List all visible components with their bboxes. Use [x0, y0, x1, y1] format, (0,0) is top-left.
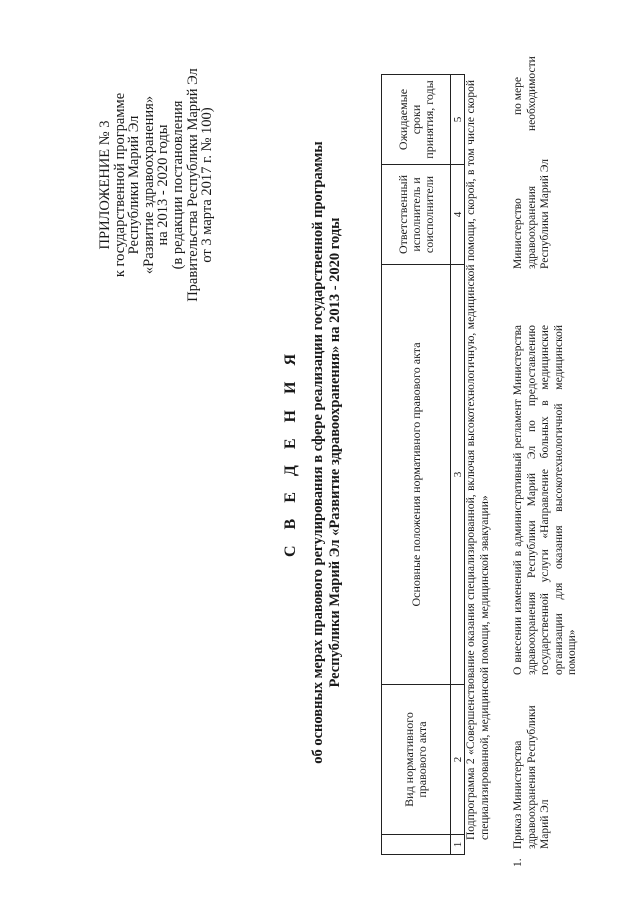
appendix-line: на 2013 - 2020 годы [155, 124, 172, 246]
header-cell-number [382, 835, 451, 855]
column-number: 2 [451, 685, 465, 835]
appendix-line: «Развитие здравоохранения» [140, 95, 157, 275]
appendix-line: Правительства Республики Марий Эл [184, 68, 201, 302]
table-header-row [382, 75, 451, 855]
row-number: 1. [512, 858, 524, 867]
appendix-line: (в редакции постановления [169, 100, 186, 270]
header-cell-provisions: Основные положения нормативного правового акта [382, 265, 451, 685]
column-number: 3 [451, 265, 465, 685]
row-provisions: О внесении изменений в административный регламент Министерства здравоохранения Республики Марий Эл по предоставлению государственной услуги «Направление больных в медицинские организации для оказания высокотехнологичной медицинской помощи» [512, 325, 578, 675]
title-line-2: Республики Марий Эл «Развитие здравоохранения» на 2013 - 2020 годы [326, 217, 343, 688]
header-cell-executor: Ответственный исполнитель и соисполнители [382, 165, 451, 265]
table-row [512, 56, 612, 867]
row-deadline: по мере необходимости [512, 56, 538, 131]
appendix-header [98, 35, 215, 335]
header-cell-deadline: Ожидаемые сроки принятия, годы [382, 75, 451, 165]
subprogram-title: Подпрограмма 2 «Совершенствование оказания специализированной, включая высокотехнологичную, медицинской помощи, скорой, в том числе скорой специализированной, медицинской помощи, медицинской эвакуации» [465, 80, 491, 840]
row-act-type: Приказ Министерства здравоохранения Республики Марий Эл [512, 705, 551, 849]
measures-table-header [381, 74, 465, 855]
header-cell-act-type: Вид нормативного правового акта [382, 685, 451, 835]
title-line-1: об основных мерах правового регулирования в сфере реализации государственной программы [310, 141, 326, 764]
row-executor: Министерство здравоохранения Республики Марий Эл [512, 158, 551, 269]
column-number: 1 [451, 835, 465, 855]
column-number: 4 [451, 165, 465, 265]
appendix-line: от 3 марта 2017 г. № 100) [199, 107, 216, 263]
appendix-line: Республики Марий Эл [126, 115, 143, 255]
title-heading: С В Е Д Е Н И Я [282, 347, 299, 558]
column-number: 5 [451, 75, 465, 165]
document-title [282, 80, 343, 825]
appendix-line: ПРИЛОЖЕНИЕ № 3 [97, 120, 113, 250]
appendix-line: к государственной программе [111, 92, 128, 278]
table-column-numbers-row [451, 75, 465, 855]
